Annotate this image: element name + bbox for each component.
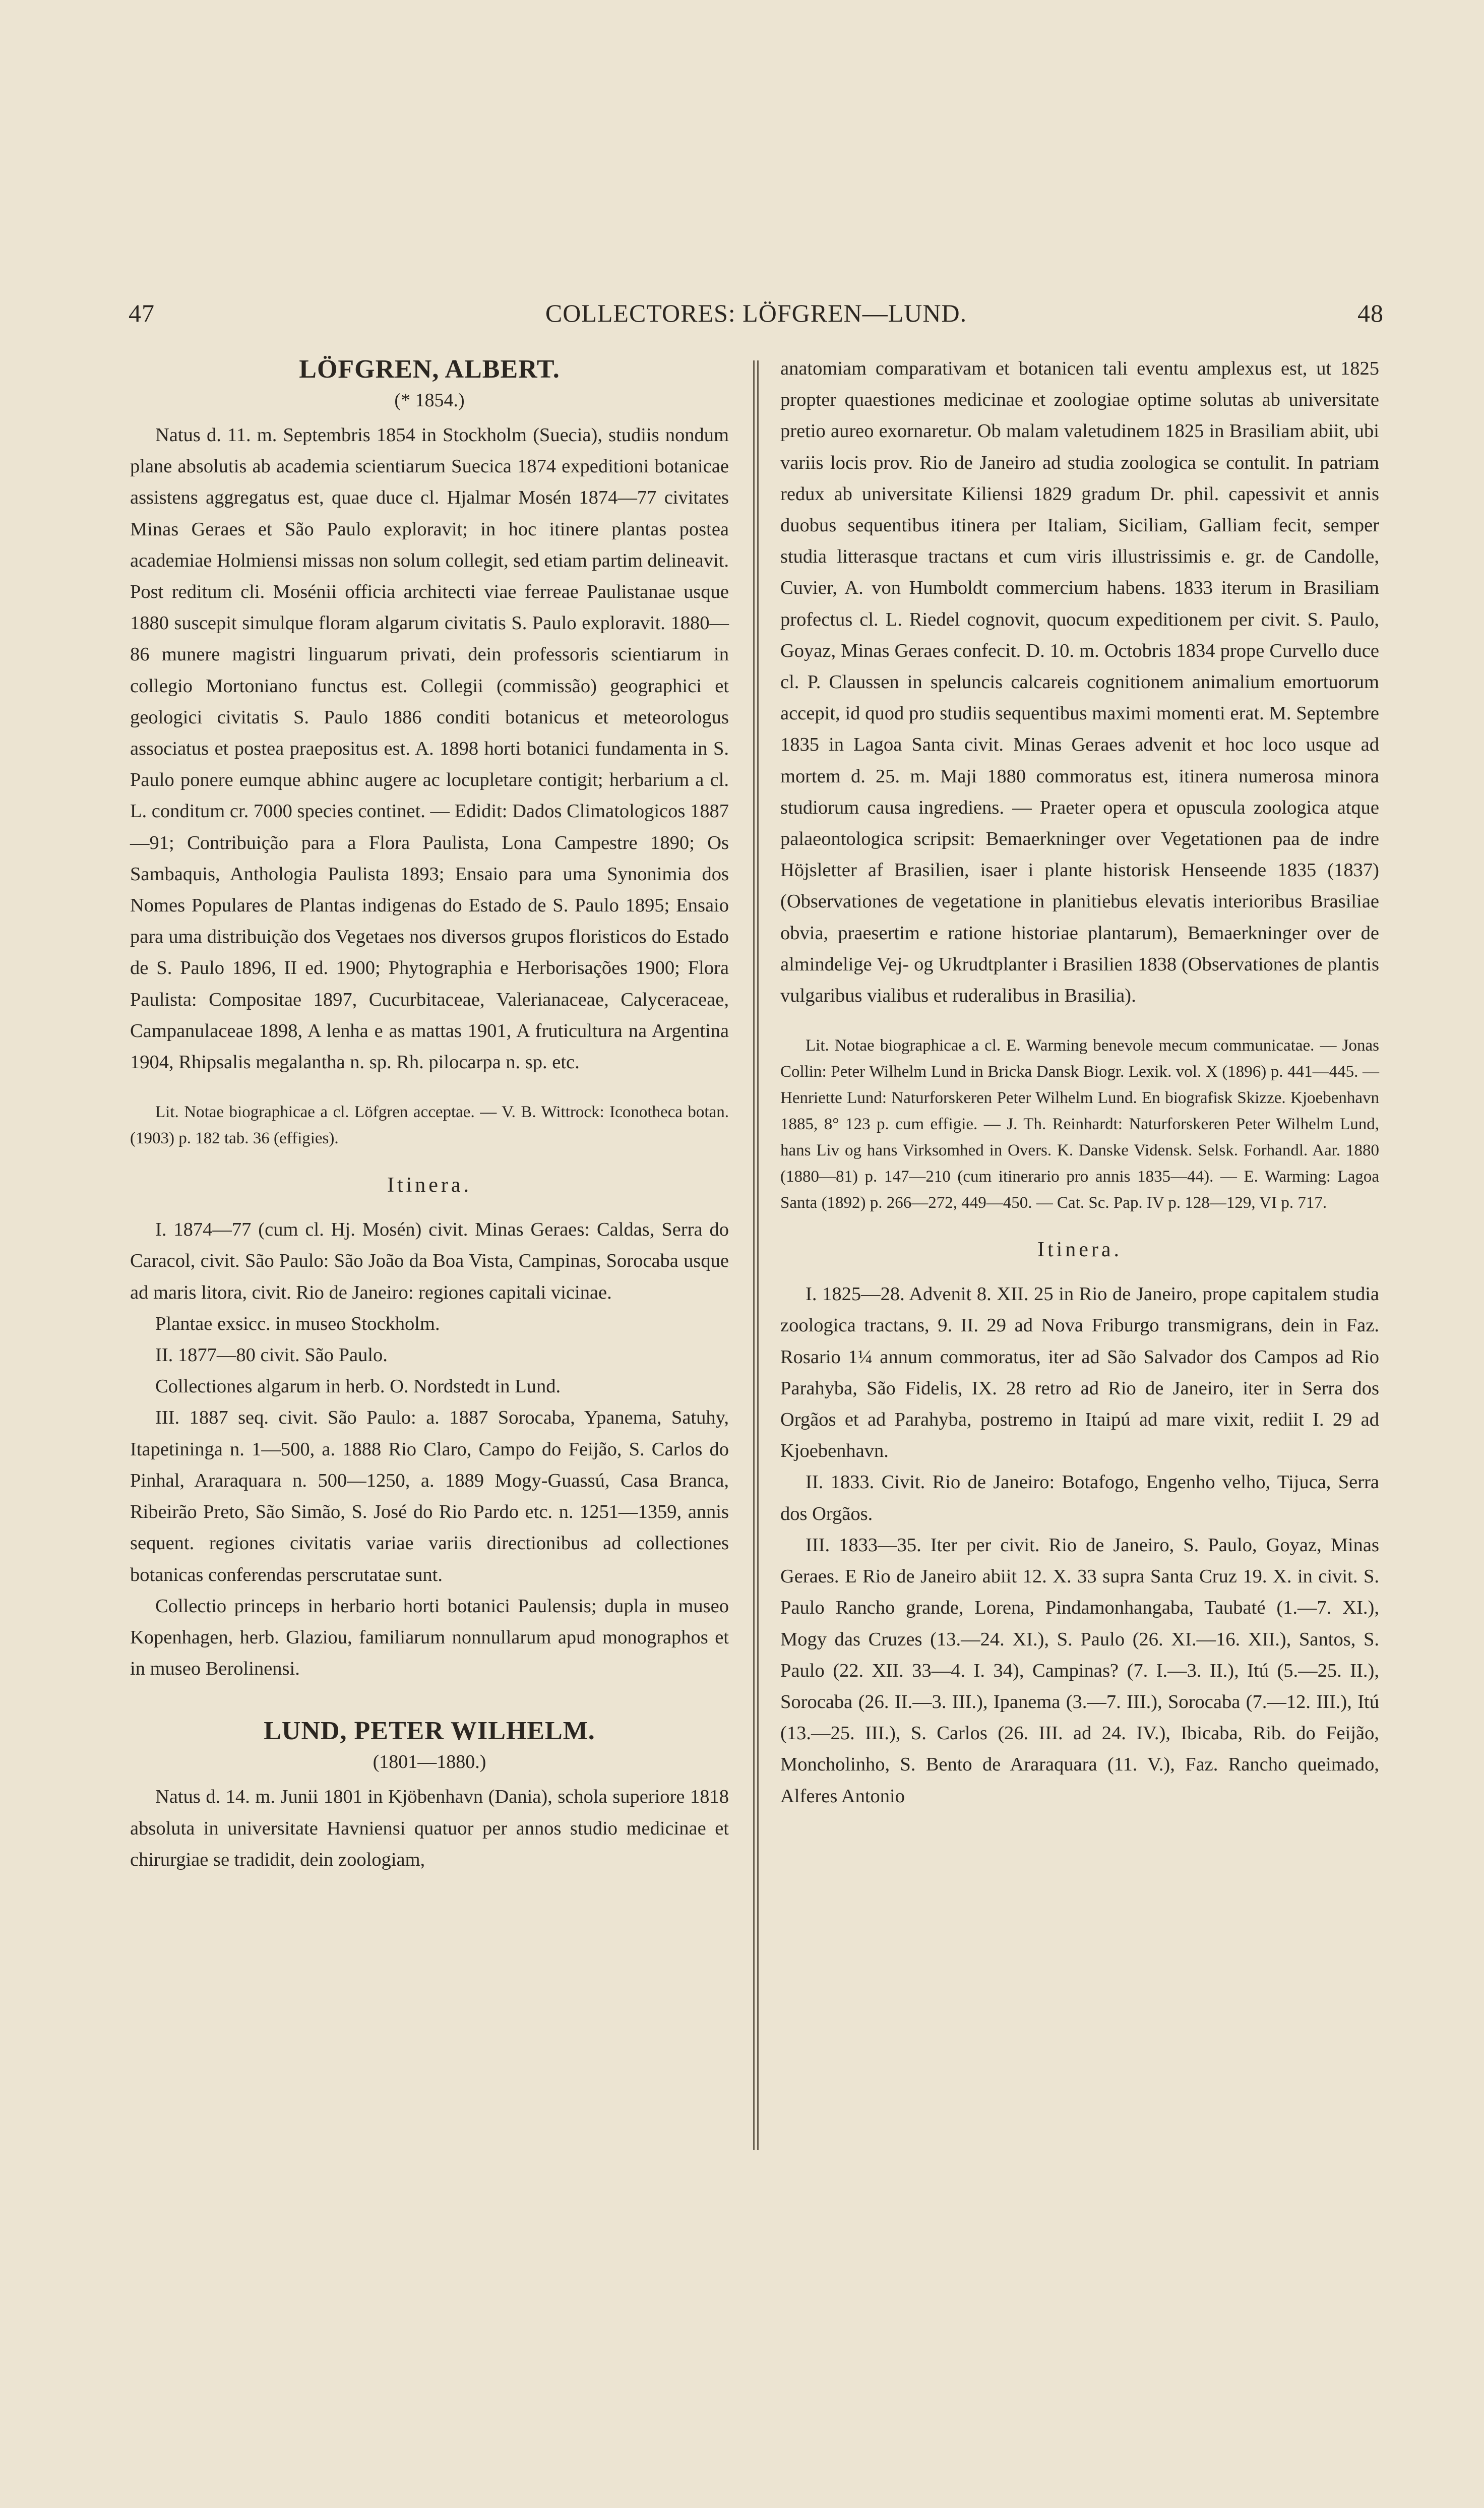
literature-lund: Lit. Notae biographicae a cl. E. Warming benevole mecum communicatae. — Jonas Collin: Peter Wilhelm Lund in Bricka Dansk Biogr. Lexik. vol. X (1896) p. 441—445. — Henriette Lund: Naturforskeren Peter Wilhelm Lund. En biografisk Skizze. Kjoebenhavn 1885, 8° 123 p. cum effigie. — J. Th. Reinhardt: Naturforskeren Peter Wilhelm Lund, hans Liv og hans Virksomhed in Overs. K. Danske Vidensk. Selsk. Forhandl. Aar. 1880 (1880—81) p. 147—210 (cum itinerario pro annis 1835—44). — E. Warming: Lagoa Santa (1892) p. 266—272, 449—450. — Cat. Sc. Pap. IV p. 128—129, VI p. 717. xyxy=(780,1036,1379,1212)
page-header xyxy=(129,298,1384,334)
entry-dates-lund: (1801—1880.) xyxy=(373,1751,486,1773)
page-number-left: 47 xyxy=(129,299,155,327)
biography-lofgren: Natus d. 11. m. Septembris 1854 in Stockholm (Suecia), studiis nondum plane absolutis ab academia scientiarum Suecica 1874 expeditioni botanicae assistens aggregatus est, quae duce cl. Hjalmar Mosén 1874—77 civitates Minas Geraes et São Paulo exploravit; in hoc itinere plantas postea academiae Holmiensi missas non solum collegit, sed etiam partim delineavit. Post reditum cli. Mosénii officia architecti viae ferreae Paulistanae usque 1880 suscepit simulque floram algarum civitatis S. Paulo exploravit. 1880—86 munere magistri linguarum privati, dein professoris scientiarum in collegio Mortoniano functus est. Collegii (commissão) geographici et geologici civitatis S. Paulo 1886 conditi botanicus et meteorologus associatus et postea praepositus est. A. 1898 horti botanici fundamenta in S. Paulo ponere eumque abhinc augere ac locupletare contigit; herbarium a cl. L. conditum cr. 7000 species continet. — Edidit: Dados Climatologicos 1887—91; Contribuição para a Flora Paulista, Lona Campestre 1890; Os Sambaquis, Anthologia Paulista 1893; Ensaio para uma Synonimia dos Nomes Populares de Plantas indigenas do Estado de S. Paulo 1895; Ensaio para uma distribuição dos Vegetaes nos diversos grupos floristicos do Estado de S. Paulo 1896, II ed. 1900; Phytographia e Herborisações 1900; Flora Paulista: Compositae 1897, Cucurbitaceae, Valerianaceae, Calyceraceae, Campanulaceae 1898, A lenha e as mattas 1901, A fruticultura na Argentina 1904, Rhipsalis megalantha n. sp. Rh. pilocarpa n. sp. etc. xyxy=(130,424,729,1073)
itinerary-item: III. 1887 seq. civit. São Paulo: a. 1887 Sorocaba, Ypanema, Satuhy, Itapetininga n. 1—500, a. 1888 Rio Claro, Campo do Feijão, S. Carlos do Pinhal, Araraquara n. 500—1250, a. 1889 Mogy-Guassú, Casa Branca, Ribeirão Preto, São Simão, S. José do Rio Pardo etc. n. 1251—1359, annis sequent. regiones civitatis variae variis directionibus ad collectiones botanicas conferendas perscrutatae sunt. xyxy=(130,1407,729,1585)
itinera-heading-lofgren: Itinera. xyxy=(387,1174,472,1197)
section-gap xyxy=(130,1684,729,1715)
left-column xyxy=(130,353,729,1875)
entry-dates-lofgren: (* 1854.) xyxy=(394,390,465,411)
itinerary-item: II. 1877—80 civit. São Paulo. xyxy=(155,1344,388,1366)
itinerary-item: Plantae exsicc. in museo Stockholm. xyxy=(155,1313,440,1334)
literature-lofgren: Lit. Notae biographicae a cl. Löfgren acceptae. — V. B. Wittrock: Iconotheca botan. (1903) p. 182 tab. 36 (effigies). xyxy=(130,1103,729,1148)
right-column xyxy=(780,353,1379,1812)
biography-lund-continued: anatomiam comparativam et botanicen tali eventu amplexus est, ut 1825 propter quaestiones medicinae et zoologiae optime solutas ab universitate pretio aureo exornaretur. Ob malam valetudinem 1825 in Brasiliam abiit, ubi variis locis prov. Rio de Janeiro ad studia zoologica se contulit. In patriam redux ab universitate Kiliensi 1829 gradum Dr. phil. capessivit et annis duobus sequentibus itinera per Italiam, Siciliam, Galliam fecit, semper studia litterasque tractans et cum viris illustrissimis e. gr. de Candolle, Cuvier, A. von Humboldt commercium habens. 1833 iterum in Brasiliam profectus cl. L. Riedel cognovit, quocum expeditionem per civit. S. Paulo, Goyaz, Minas Geraes confecit. D. 10. m. Octobris 1834 prope Curvello duce cl. P. Claussen in speluncis calcareis cognitionem animalium emortuorum accepit, id quod pro studiis sequentibus maximi momenti erat. M. Septembre 1835 in Lagoa Santa civit. Minas Geraes advenit et hoc loco usque ad mortem d. 25. m. Maji 1880 commoratus est, itinera numerosa minora studiorum causa ingrediens. — Praeter opera et opuscula zoologica atque palaeontologica scripsit: Bemaerkninger over Vegetationen paa de indre Höjsletter af Brasilien, isaer i plante historisk Henseende 1835 (1837) (Observationes de vegetatione in planitiebus elevatis interioribus Brasiliae obvia, praesertim e ratione historiae plantarum), Bemaerkninger over de almindelige Vej- og Ukrudtplanter i Brasilien 1838 (Observationes de plantis vulgaribus vialibus et ruderalibus in Brasilia). xyxy=(780,358,1379,1007)
itinerary-item: Collectiones algarum in herb. O. Nordstedt in Lund. xyxy=(155,1376,561,1397)
entry-heading-lofgren: LÖFGREN, ALBERT. xyxy=(299,355,560,384)
column-divider xyxy=(753,360,755,2150)
itinerary-item: I. 1874—77 (cum cl. Hj. Mosén) civit. Minas Geraes: Caldas, Serra do Caracol, civit. São Paulo: São João da Boa Vista, Campinas, Sorocaba usque ad maris litora, civit. Rio de Janeiro: regiones capitali vicinae. xyxy=(130,1219,729,1303)
column-divider-second-line xyxy=(757,360,759,2150)
itinerary-item: I. 1825—28. Advenit 8. XII. 25 in Rio de Janeiro, prope capitalem studia zoologica tractans, 9. II. 29 ad Nova Friburgo transmigrans, dein in Faz. Rosario 1¼ annum commoratus, iter ad São Salvador dos Campos ad Rio Parahyba, São Fidelis, IX. 28 retro ad Rio de Janeiro, iter in Serra dos Orgãos et ad Parahyba, postremo in Itaipú ad mare vixit, rediit I. 29 ad Kjoebenhavn. xyxy=(780,1283,1379,1462)
itinerary-item: III. 1833—35. Iter per civit. Rio de Janeiro, S. Paulo, Goyaz, Minas Geraes. E Rio de Janeiro abiit 12. X. 33 supra Santa Cruz 19. X. in civit. S. Paulo Rancho grande, Lorena, Pindamonhangaba, Taubaté (1.—7. XI.), Mogy das Cruzes (13.—24. XI.), S. Paulo (26. XI.—16. XII.), Santos, S. Paulo (22. XII. 33—4. I. 34), Campinas? (7. I.—3. II.), Itú (5.—25. II.), Sorocaba (26. II.—3. III.), Ipanema (3.—7. III.), Sorocaba (7.—12. III.), Itú (13.—25. III.), S. Carlos (26. III. ad 24. IV.), Ibicaba, Rib. do Feijão, Moncholinho, S. Bento de Araraquara (11. V.), Faz. Rancho queimado, Alferes Antonio xyxy=(780,1534,1379,1807)
page-number-right: 48 xyxy=(1357,299,1384,327)
entry-heading-lund: LUND, PETER WILHELM. xyxy=(264,1717,595,1746)
biography-lund-start: Natus d. 14. m. Junii 1801 in Kjöbenhavn (Dania), schola superiore 1818 absoluta in universitate Havniensi quatuor per annos studio medicinae et chirurgiae se tradidit, dein zoologiam, xyxy=(130,1786,729,1870)
itinera-heading-lund: Itinera. xyxy=(1037,1238,1123,1262)
itinerary-item: Collectio princeps in herbario horti botanici Paulensis; dupla in museo Kopenhagen, herb. Glaziou, familiarum nonnullarum apud monographos et in museo Berolinensi. xyxy=(130,1595,729,1680)
running-title: COLLECTORES: LÖFGREN—LUND. xyxy=(545,299,967,327)
itinerary-item: II. 1833. Civit. Rio de Janeiro: Botafogo, Engenho velho, Tijuca, Serra dos Orgãos. xyxy=(780,1472,1379,1524)
